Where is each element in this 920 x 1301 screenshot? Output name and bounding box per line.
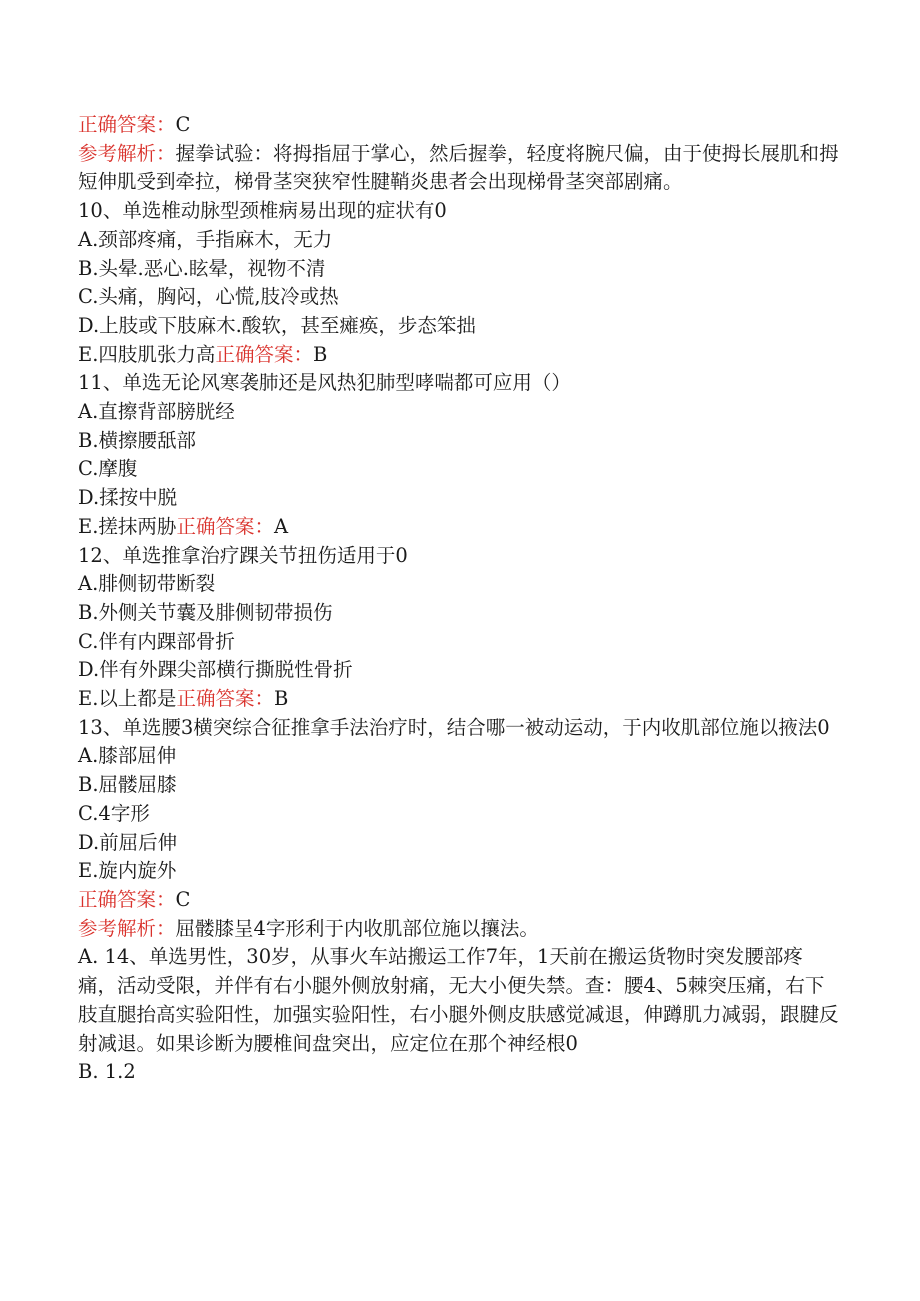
q13-analysis bbox=[78, 915, 840, 944]
q10-option-d: D.上肢或下肢麻木.酸软，甚至瘫痪，步态笨拙 bbox=[78, 313, 476, 337]
q13-option-b: B.屈髅屈膝 bbox=[78, 773, 177, 797]
q10-option-c: C.头痛，胸闷，心慌,肢冷或热 bbox=[78, 285, 339, 309]
option-text: E.四肢肌张力高 bbox=[78, 342, 216, 366]
q10-option-a: A.颈部疼痛，手指麻木，无力 bbox=[78, 227, 333, 251]
answer-label: 正确答案： bbox=[78, 113, 176, 136]
q12-stem: 12、单选推拿治疗踝关节扭伤适用于0 bbox=[78, 543, 408, 567]
q11-option-d: D.揉按中脱 bbox=[78, 486, 178, 510]
q11-option-e bbox=[78, 513, 840, 542]
answer-label: 正确答案： bbox=[176, 514, 274, 538]
q13-answer bbox=[78, 886, 840, 915]
answer-label: 正确答案： bbox=[215, 342, 313, 366]
analysis-text: 屈髅膝呈4字形利于内收肌部位施以攘法。 bbox=[175, 916, 539, 940]
q10-option-b: B.头晕.恶心.眩晕，视物不清 bbox=[78, 256, 326, 280]
q14-option-b: B. 1.2 bbox=[78, 1060, 136, 1084]
option-text: E.搓抹两胁 bbox=[78, 514, 177, 538]
answer-label: 正确答案： bbox=[176, 687, 274, 711]
q11-option-b: B.横擦腰舐部 bbox=[78, 428, 197, 452]
q11-option-c: C.摩腹 bbox=[78, 457, 138, 481]
q11-stem: 11、单选无论风寒袭肺还是风热犯肺型哮喘都可应用（） bbox=[78, 371, 571, 395]
q13-option-a: A.膝部屈伸 bbox=[78, 744, 177, 768]
q11-option-a: A.直擦背部膀胱经 bbox=[78, 400, 235, 424]
answer-value: B bbox=[312, 342, 328, 366]
option-text: E.以上都是 bbox=[78, 687, 177, 711]
answer-value: B bbox=[273, 687, 289, 711]
q9-answer bbox=[78, 111, 840, 140]
answer-value: C bbox=[175, 113, 191, 136]
q12-option-c: C.伴有内踝部骨折 bbox=[78, 629, 235, 653]
q10-stem: 10、单选椎动脉型颈椎病易出现的症状有0 bbox=[78, 199, 447, 223]
q13-option-c: C.4字形 bbox=[78, 801, 150, 825]
analysis-label: 参考解析： bbox=[78, 916, 176, 940]
document-page bbox=[78, 111, 840, 1087]
analysis-text: 握拳试验：将拇指屈于掌心，然后握拳，轻度将腕尺偏，由于使拇长展肌和拇短伸肌受到牵拉，梯骨茎突狭窄性腱鞘炎患者会出现梯骨茎突部剧痛。 bbox=[78, 141, 839, 194]
q9-analysis bbox=[78, 140, 840, 197]
q10-option-e bbox=[78, 341, 840, 370]
analysis-label: 参考解析： bbox=[78, 141, 176, 165]
q13-option-e: E.旋内旋外 bbox=[78, 859, 177, 883]
q12-option-a: A.腓侧韧带断裂 bbox=[78, 572, 216, 596]
q13-option-d: D.前屈后伸 bbox=[78, 830, 178, 854]
q12-option-b: B.外侧关节囊及腓侧韧带损伤 bbox=[78, 600, 333, 624]
answer-value: C bbox=[175, 887, 191, 911]
answer-value: A bbox=[273, 514, 289, 538]
answer-label: 正确答案： bbox=[78, 887, 176, 911]
q12-option-e bbox=[78, 685, 840, 714]
q12-option-d: D.伴有外踝尖部横行撕脱性骨折 bbox=[78, 658, 353, 682]
q13-stem: 13、单选腰3横突综合征推拿手法治疗时，结合哪一被动运动，于内收肌部位施以掖法0 bbox=[78, 715, 830, 739]
q14-stem: A. 14、单选男性，30岁，从事火车站搬运工作7年，1天前在搬运货物时突发腰部疼痛，活动受限，并伴有右小腿外侧放射痛，无大小便失禁。查：腰4、5棘突压痛，右下肢直腿抬高实验阳性，加强实验阳性，右小腿外侧皮肤感觉减退，伸蹲肌力减弱，跟腱反射减退。如果诊断为腰椎间盘突出，应定位在那个神经根0 bbox=[78, 945, 839, 1055]
